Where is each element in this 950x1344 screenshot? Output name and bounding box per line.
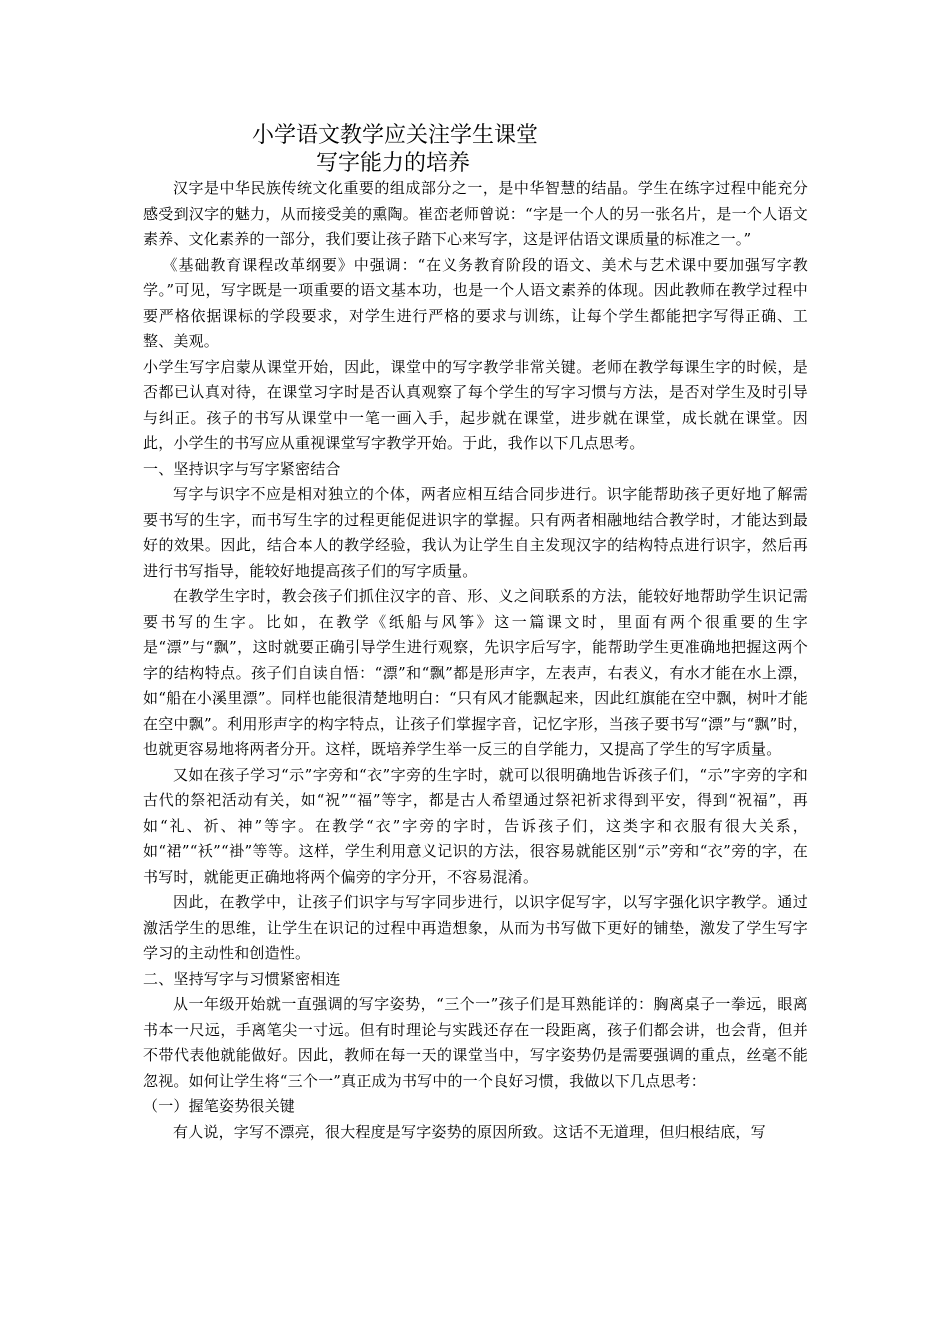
paragraph: 又如在孩子学习“示”字旁和“衣”字旁的生字时，就可以很明确地告诉孩子们，“示”字旁的字和古代的祭祀活动有关，如“祝”“福”等字，都是古人希望通过祭祀祈求得到平安，得到“祝福”，再如“礼、祈、神”等字。在教学“衣”字旁的字时，告诉孩子们，这类字和衣服有很大关系，如“裙”“袄”“褂”等等。这样，学生利用意义记识的方法，很容易就能区别“示”旁和“衣”旁的字，在书写时，就能更正确地将两个偏旁的字分开，不容易混淆。 xyxy=(143,765,808,886)
section-heading: 一、坚持识字与写字紧密结合 xyxy=(143,459,341,478)
paragraph: 汉字是中华民族传统文化重要的组成部分之一，是中华智慧的结晶。学生在练字过程中能充分感受到汉字的魅力，从而接受美的熏陶。崔峦老师曾说：“字是一个人的另一张名片，是一个人语文素养、文化素养的一部分，我们要让孩子踏下心来写字，这是评估语文课质量的标准之一。” xyxy=(143,179,808,248)
subsection-heading: （一）握笔姿势很关键 xyxy=(143,1097,296,1115)
paragraph: 小学生写字启蒙从课堂开始，因此，课堂中的写字教学非常关键。老师在教学每课生字的时候，是否都已认真对待，在课堂习字时是否认真观察了每个学生的写字习惯与方法，是否对学生及时引导与纠正。孩子的书写从课堂中一笔一画入手，起步就在课堂，进步就在课堂，成长就在课堂。因此，小学生的书写应从重视课堂写字教学开始。于此，我作以下几点思考。 xyxy=(143,357,808,452)
paragraph: 《基础教育课程改革纲要》中强调：“在义务教育阶段的语文、美术与艺术课中要加强写字教学。”可见，写字既是一项重要的语文基本功，也是一个人语文素养的体现。因此教师在教学过程中要严格依据课标的学段要求，对学生进行严格的要求与训练，让每个学生都能把字写得正确、工整、美观。 xyxy=(143,255,808,350)
section-heading: 二、坚持写字与习惯紧密相连 xyxy=(143,969,341,988)
paragraph: 有人说，字写不漂亮，很大程度是写字姿势的原因所致。这话不无道理，但归根结底，写 xyxy=(173,1122,766,1141)
paragraph: 从一年级开始就一直强调的写字姿势，“三个一”孩子们是耳熟能详的：胸离桌子一拳远，眼离书本一尺远，手离笔尖一寸远。但有时理论与实践还存在一段距离，孩子们都会讲，也会背，但并不带代表他就能做好。因此，教师在每一天的课堂当中，写字姿势仍是需要强调的重点，丝毫不能忽视。如何让学生将“三个一”真正成为书写中的一个良好习惯，我做以下几点思考： xyxy=(143,995,808,1090)
paragraph: 因此，在教学中，让孩子们识字与写字同步进行，以识字促写字，以写字强化识字教学。通过激活学生的思维，让学生在识记的过程中再造想象，从而为书写做下更好的铺垫，激发了学生写字学习的主动性和创造性。 xyxy=(143,893,808,962)
paragraph: 写字与识字不应是相对独立的个体，两者应相互结合同步进行。识字能帮助孩子更好地了解需要书写的生字，而书写生字的过程更能促进识字的掌握。只有两者相融地结合教学时，才能达到最好的效果。因此，结合本人的教学经验，我认为让学生自主发现汉字的结构特点进行识字，然后再进行书写指导，能较好地提高孩子们的写字质量。 xyxy=(143,485,808,580)
document-body xyxy=(143,176,808,1145)
title-line-1: 小学语文教学应关注学生课堂 xyxy=(252,123,539,148)
paragraph: 在教学生字时，教会孩子们抓住汉字的音、形、义之间联系的方法，能较好地帮助学生识记需要书写的生字。比如，在教学《纸船与风筝》这一篇课文时，里面有两个很重要的生字是“漂”与“飘”，这时就要正确引导学生进行观察，先识字后写字，能帮助学生更准确地把握这两个字的结构特点。孩子们自读自悟：“漂”和“飘”都是形声字，左表声，右表义，有水才能在水上漂，如“船在小溪里漂”。同样也能很清楚地明白：“只有风才能飘起来，因此红旗能在空中飘，树叶才能在空中飘”。利用形声字的构字特点，让孩子们掌握字音，记忆字形，当孩子要书写“漂”与“飘”时，也就更容易地将两者分开。这样，既培养学生举一反三的自学能力，又提高了学生的写字质量。 xyxy=(143,587,808,758)
title-line-2: 写字能力的培养 xyxy=(316,151,471,176)
